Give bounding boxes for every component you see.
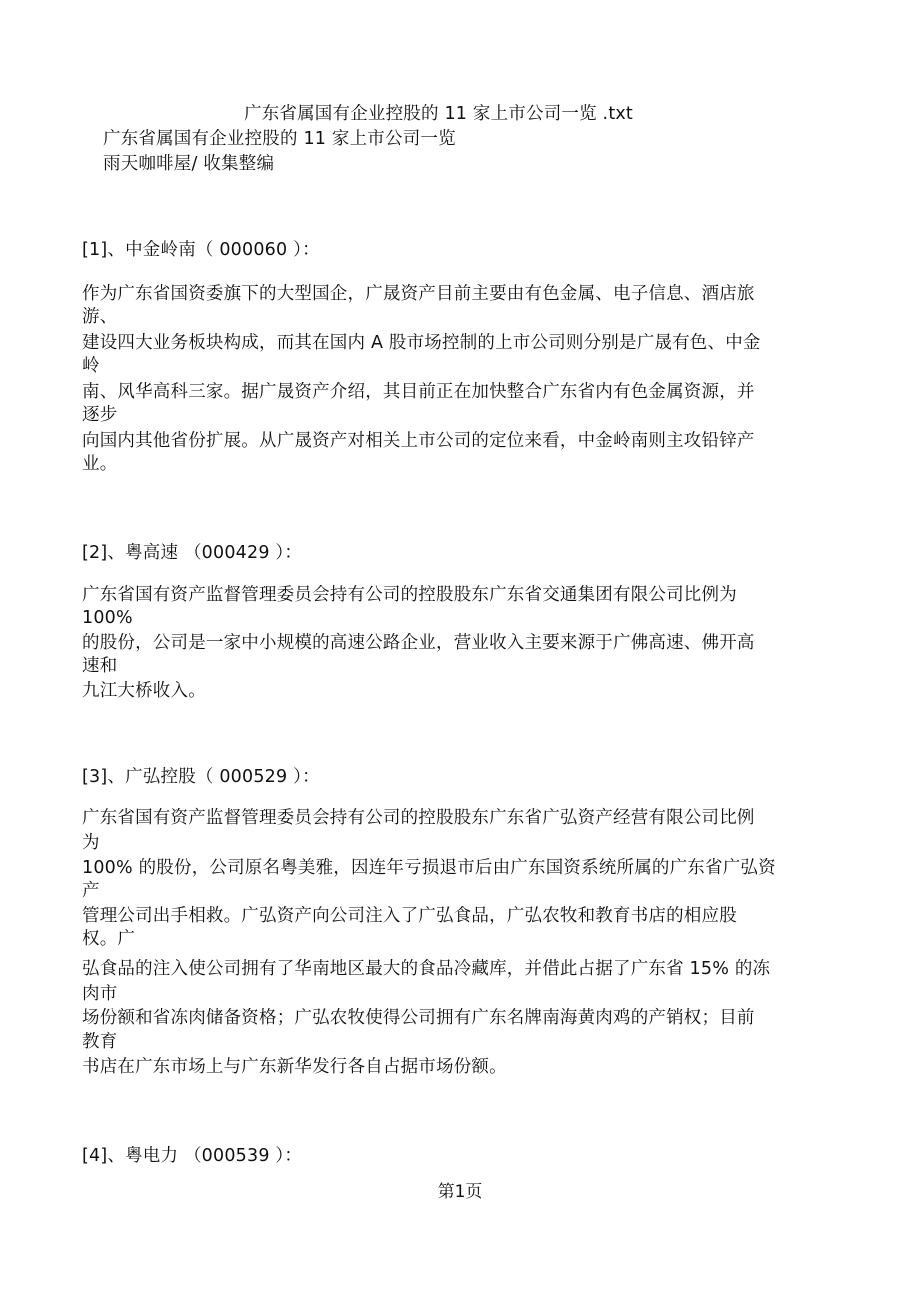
paragraph-line: 场份额和省冻肉储备资格；广弘农牧使得公司拥有广东名牌南海黄肉鸡的产销权；目前 [82, 1008, 755, 1028]
section-heading: [1]、中金岭南（ 000060 ）： [82, 240, 320, 260]
document-subtitle: 广东省属国有企业控股的 11 家上市公司一览 [103, 129, 456, 149]
section-heading: [3]、广弘控股（ 000529 ）： [82, 767, 320, 787]
paragraph-line: 100% 的股份，公司原名粤美雅，因连年亏损退市后由广东国资系统所属的广东省广弘资 [82, 858, 776, 878]
paragraph-line: 管理公司出手相救。广弘资产向公司注入了广弘食品，广弘农牧和教育书店的相应股 [82, 906, 737, 926]
paragraph-line: 书店在广东市场上与广东新华发行各自占据市场份额。 [82, 1057, 507, 1077]
paragraph-line: 教育 [82, 1032, 118, 1052]
paragraph-line: 游、 [82, 307, 118, 327]
page-number: 第1页 [437, 1182, 483, 1202]
paragraph-line: 权。广 [82, 929, 136, 949]
paragraph-line: 肉市 [82, 984, 118, 1004]
document-file-title: 广东省属国有企业控股的 11 家上市公司一览 .txt [244, 104, 633, 124]
paragraph-line: 为 [82, 833, 100, 853]
paragraph-line: 100% [82, 608, 133, 628]
paragraph-line: 弘食品的注入使公司拥有了华南地区最大的食品冷藏库，并借此占据了广东省 15% 的冻 [82, 959, 771, 979]
paragraph-line: 作为广东省国资委旗下的大型国企，广晟资产目前主要由有色金属、电子信息、酒店旅 [82, 284, 755, 304]
section-heading: [4]、粤电力 （000539 ）： [82, 1146, 303, 1166]
paragraph-line: 建设四大业务板块构成，而其在国内 A 股市场控制的上市公司则分别是广晟有色、中金 [82, 333, 761, 353]
paragraph-line: 速和 [82, 656, 118, 676]
section-heading: [2]、粤高速 （000429 ）： [82, 543, 303, 563]
paragraph-line: 的股份，公司是一家中小规模的高速公路企业，营业收入主要来源于广佛高速、佛开高 [82, 633, 755, 653]
paragraph-line: 岭 [82, 356, 100, 376]
paragraph-line: 广东省国有资产监督管理委员会持有公司的控股股东广东省广弘资产经营有限公司比例 [82, 808, 755, 828]
paragraph-line: 逐步 [82, 405, 118, 425]
document-compiler: 雨天咖啡屋/ 收集整编 [103, 154, 275, 174]
paragraph-line: 南、风华高科三家。据广晟资产介绍，其目前正在加快整合广东省内有色金属资源，并 [82, 382, 755, 402]
paragraph-line: 业。 [82, 454, 118, 474]
paragraph-line: 九江大桥收入。 [82, 681, 206, 701]
paragraph-line: 产 [82, 881, 100, 901]
paragraph-line: 广东省国有资产监督管理委员会持有公司的控股股东广东省交通集团有限公司比例为 [82, 585, 737, 605]
paragraph-line: 向国内其他省份扩展。从广晟资产对相关上市公司的定位来看，中金岭南则主攻铅锌产 [82, 431, 755, 451]
